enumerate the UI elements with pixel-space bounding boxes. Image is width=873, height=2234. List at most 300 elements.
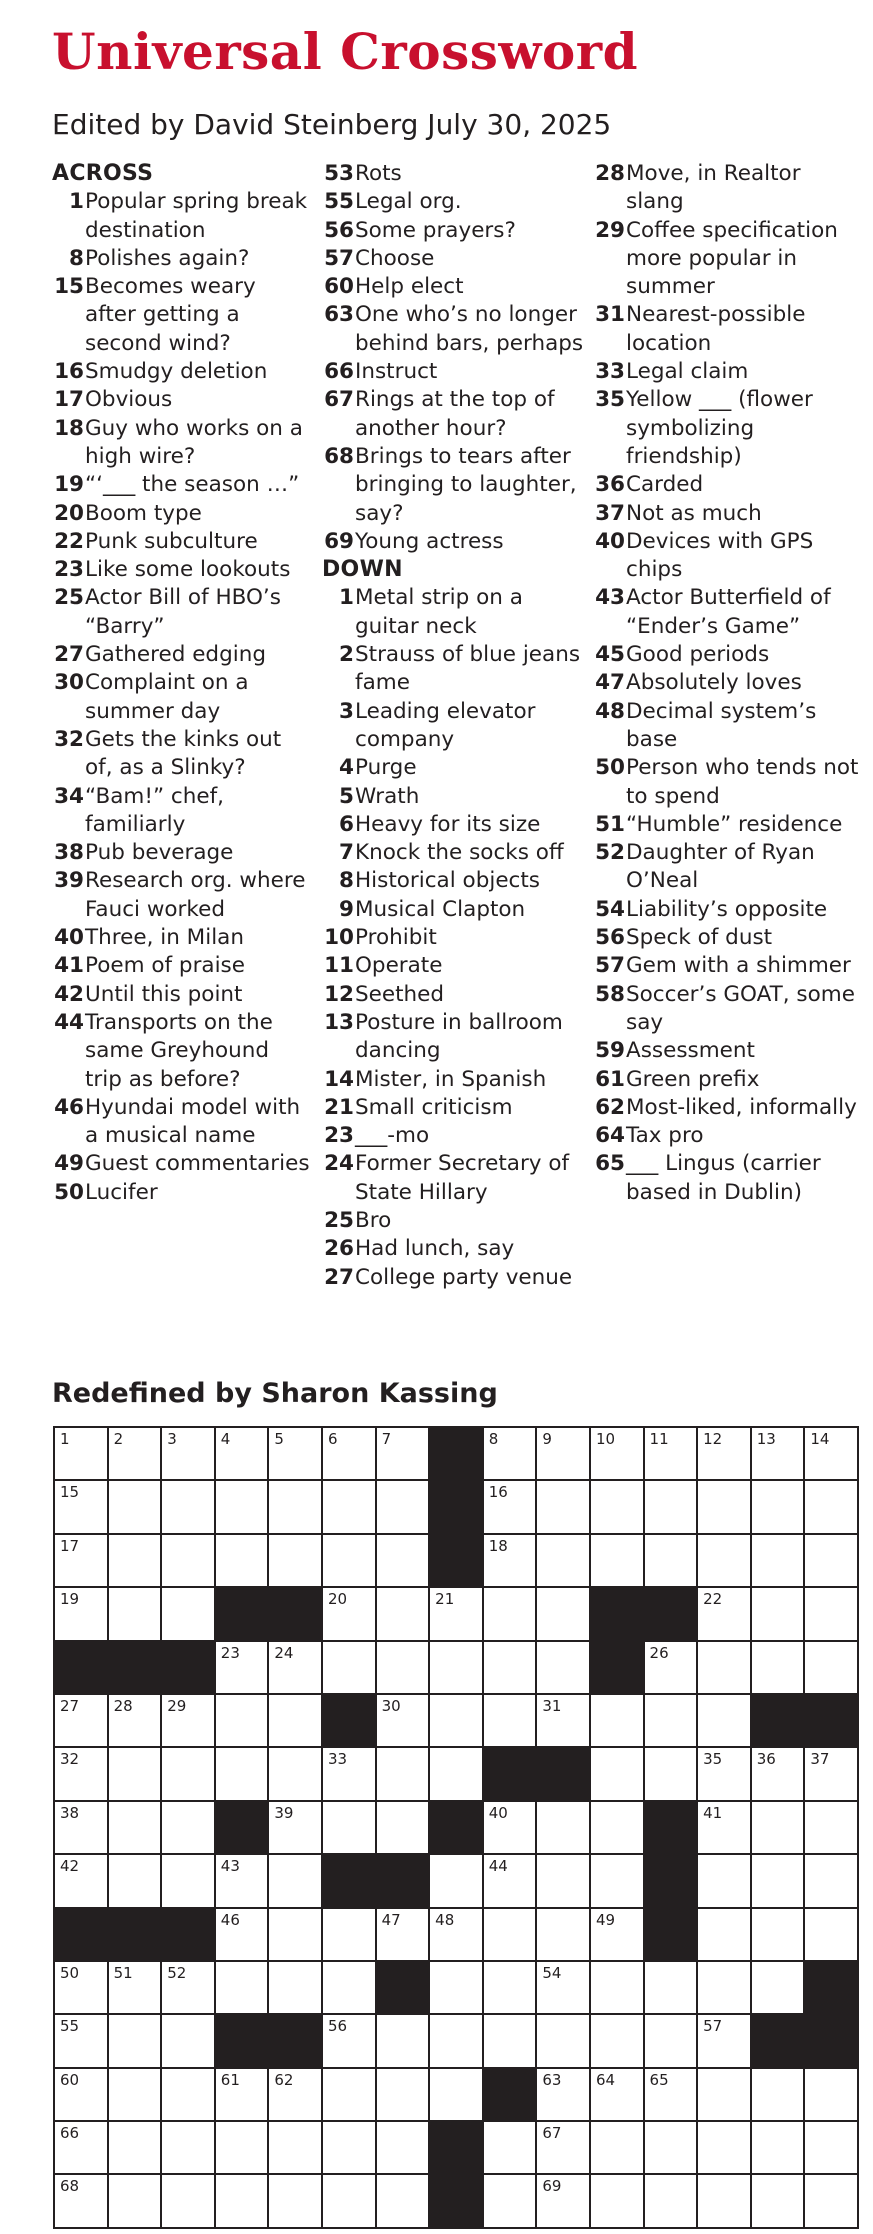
grid-cell[interactable]: [591, 1695, 645, 1748]
grid-cell[interactable]: [216, 1428, 270, 1481]
grid-cell[interactable]: [323, 2175, 377, 2228]
grid-cell[interactable]: [377, 1909, 431, 1962]
grid-cell[interactable]: [484, 1535, 538, 1588]
clue-text: Wrath: [355, 783, 420, 809]
grid-cell[interactable]: [805, 1481, 859, 1534]
grid-block: [323, 1855, 377, 1908]
grid-cell[interactable]: [162, 2069, 216, 2122]
grid-cell[interactable]: [377, 1802, 431, 1855]
grid-cell[interactable]: [162, 1802, 216, 1855]
grid-cell[interactable]: [109, 1481, 163, 1534]
grid-cell[interactable]: [752, 1481, 806, 1534]
cell-number: 4: [220, 1430, 231, 1448]
grid-cell[interactable]: [484, 1909, 538, 1962]
clue-item: [593, 301, 863, 358]
grid-cell[interactable]: [698, 1802, 752, 1855]
grid-cell[interactable]: [109, 1428, 163, 1481]
grid-cell[interactable]: [216, 2122, 270, 2175]
clue-number: 2: [339, 642, 354, 668]
clue-number: 56: [324, 217, 354, 243]
cell-number: 32: [60, 1750, 80, 1769]
clue-item: [322, 641, 590, 698]
grid-cell[interactable]: [269, 2122, 323, 2175]
grid-cell[interactable]: [698, 2175, 752, 2228]
grid-cell[interactable]: [805, 1909, 859, 1962]
cell-number: 42: [60, 1857, 80, 1876]
grid-cell[interactable]: [269, 2069, 323, 2122]
clue-number: 38: [54, 840, 84, 866]
cell-number: 63: [542, 2070, 562, 2089]
grid-cell[interactable]: [698, 1642, 752, 1695]
cell-number: 51: [113, 1963, 133, 1982]
cell-number: 36: [756, 1750, 776, 1769]
grid-cell[interactable]: [484, 1855, 538, 1908]
grid-cell[interactable]: [269, 1642, 323, 1695]
clue-text: Like some lookouts: [85, 557, 291, 583]
grid-cell[interactable]: [323, 1642, 377, 1695]
grid-cell[interactable]: [698, 1962, 752, 2015]
grid-cell[interactable]: [216, 2069, 270, 2122]
grid-cell[interactable]: [805, 2069, 859, 2122]
clue-item: [593, 811, 863, 839]
grid-cell[interactable]: [323, 1909, 377, 1962]
grid-cell[interactable]: [752, 1748, 806, 1801]
grid-cell[interactable]: [109, 1855, 163, 1908]
grid-block: [752, 2015, 806, 2068]
clue-text: Instruct: [355, 359, 438, 385]
grid-cell[interactable]: [269, 2175, 323, 2228]
clue-text: Absolutely loves: [626, 670, 802, 696]
grid-cell[interactable]: [537, 1855, 591, 1908]
grid-cell[interactable]: [537, 1962, 591, 2015]
grid-cell[interactable]: [55, 1428, 109, 1481]
grid-cell[interactable]: [591, 2015, 645, 2068]
grid-cell[interactable]: [752, 2122, 806, 2175]
clue-number: 57: [324, 245, 354, 271]
clue-text: Purge: [355, 755, 417, 781]
grid-cell[interactable]: [216, 1748, 270, 1801]
clue-text: Boom type: [85, 500, 202, 526]
grid-cell[interactable]: [698, 1695, 752, 1748]
grid-cell[interactable]: [698, 2069, 752, 2122]
cell-number: 30: [381, 1696, 401, 1715]
grid-block: [645, 1855, 699, 1908]
clue-number: 53: [324, 161, 354, 186]
grid-cell[interactable]: [805, 1802, 859, 1855]
grid-cell[interactable]: [591, 1748, 645, 1801]
grid-cell[interactable]: [752, 1428, 806, 1481]
grid-cell[interactable]: [484, 1428, 538, 1481]
cell-number: 29: [167, 1696, 187, 1715]
grid-cell[interactable]: [216, 1909, 270, 1962]
clue-text: Carded: [626, 472, 704, 498]
grid-cell[interactable]: [162, 1855, 216, 1908]
grid-cell[interactable]: [484, 1802, 538, 1855]
grid-cell[interactable]: [537, 2175, 591, 2228]
clue-item: [322, 301, 590, 358]
grid-cell[interactable]: [484, 1481, 538, 1534]
cell-number: 5: [274, 1430, 284, 1448]
cell-number: 27: [60, 1696, 80, 1715]
grid-cell[interactable]: [537, 1695, 591, 1748]
grid-block: [805, 1695, 859, 1748]
grid-cell[interactable]: [805, 1535, 859, 1588]
cell-number: 7: [381, 1430, 392, 1448]
grid-cell[interactable]: [323, 1802, 377, 1855]
clue-text: Choose: [355, 245, 435, 271]
cell-number: 31: [542, 1696, 562, 1715]
grid-cell[interactable]: [698, 1909, 752, 1962]
grid-cell[interactable]: [591, 1962, 645, 2015]
grid-cell[interactable]: [216, 1695, 270, 1748]
clue-item: [322, 783, 590, 811]
grid-cell[interactable]: [55, 1588, 109, 1641]
grid-cell[interactable]: [645, 2015, 699, 2068]
grid-cell[interactable]: [109, 1535, 163, 1588]
grid-cell[interactable]: [752, 1909, 806, 1962]
clue-item: [322, 273, 590, 301]
grid-cell[interactable]: [591, 1909, 645, 1962]
grid-cell[interactable]: [162, 1695, 216, 1748]
grid-cell[interactable]: [805, 1642, 859, 1695]
clue-item: [593, 698, 863, 755]
grid-cell[interactable]: [484, 2175, 538, 2228]
grid-cell[interactable]: [645, 2175, 699, 2228]
grid-cell[interactable]: [484, 1588, 538, 1641]
grid-cell[interactable]: [537, 1428, 591, 1481]
grid-cell[interactable]: [162, 1748, 216, 1801]
grid-cell[interactable]: [698, 1428, 752, 1481]
grid-cell[interactable]: [591, 1535, 645, 1588]
clue-number: 44: [54, 1009, 84, 1035]
cell-number: 2: [113, 1430, 124, 1448]
grid-cell[interactable]: [269, 1695, 323, 1748]
grid-cell[interactable]: [377, 1695, 431, 1748]
grid-cell[interactable]: [109, 2015, 163, 2068]
grid-cell[interactable]: [805, 1855, 859, 1908]
clue-text: Gets the kinks out of, as a Slinky?: [85, 726, 282, 781]
clue-number: 65: [595, 1151, 625, 1177]
clue-item: [593, 641, 863, 669]
clue-number: 55: [324, 189, 354, 215]
grid-cell[interactable]: [162, 1428, 216, 1481]
clue-text: Popular spring break destination: [85, 189, 308, 243]
cell-number: 6: [327, 1430, 338, 1448]
grid-cell[interactable]: [645, 2122, 699, 2175]
grid-block: [430, 1802, 484, 1855]
grid-cell[interactable]: [55, 1535, 109, 1588]
clue-text: Hyundai model with a musical name: [85, 1094, 301, 1149]
cell-number: 24: [274, 1643, 294, 1662]
clue-text: Until this point: [85, 981, 243, 1007]
crossword-grid: [53, 1426, 859, 2229]
grid-cell[interactable]: [162, 2122, 216, 2175]
grid-cell[interactable]: [55, 1748, 109, 1801]
grid-cell[interactable]: [109, 1588, 163, 1641]
clue-text: Good periods: [626, 642, 770, 668]
clue-item: [52, 584, 312, 641]
grid-cell[interactable]: [537, 1481, 591, 1534]
grid-cell[interactable]: [591, 1802, 645, 1855]
grid-cell[interactable]: [537, 2122, 591, 2175]
grid-cell[interactable]: [269, 1962, 323, 2015]
grid-cell[interactable]: [645, 1428, 699, 1481]
grid-cell[interactable]: [430, 1909, 484, 1962]
grid-block: [55, 1642, 109, 1695]
cell-number: 48: [435, 1910, 455, 1929]
grid-cell[interactable]: [805, 2175, 859, 2228]
clue-text: Devices with GPS chips: [626, 528, 814, 583]
clue-number: 11: [324, 953, 354, 979]
grid-cell[interactable]: [109, 1962, 163, 2015]
cell-number: 44: [488, 1857, 508, 1876]
grid-cell[interactable]: [430, 1962, 484, 2015]
grid-cell[interactable]: [323, 1588, 377, 1641]
grid-cell[interactable]: [752, 1855, 806, 1908]
grid-cell[interactable]: [805, 1748, 859, 1801]
grid-cell[interactable]: [430, 1588, 484, 1641]
grid-cell[interactable]: [537, 1642, 591, 1695]
grid-cell[interactable]: [752, 1642, 806, 1695]
grid-cell[interactable]: [323, 1748, 377, 1801]
grid-cell[interactable]: [269, 1535, 323, 1588]
clue-number: 33: [595, 359, 625, 385]
clue-text: Yellow ___ (flower symbolizing friendship): [626, 387, 813, 469]
grid-cell[interactable]: [377, 1481, 431, 1534]
grid-cell[interactable]: [430, 1855, 484, 1908]
grid-cell[interactable]: [323, 1428, 377, 1481]
grid-block: [484, 1748, 538, 1801]
grid-cell[interactable]: [269, 1428, 323, 1481]
cell-number: 52: [167, 1963, 187, 1982]
grid-block: [55, 1909, 109, 1962]
clue-number: 28: [595, 161, 625, 186]
grid-cell[interactable]: [591, 2175, 645, 2228]
grid-cell[interactable]: [323, 1535, 377, 1588]
clue-item: [52, 471, 312, 499]
grid-cell[interactable]: [162, 1962, 216, 2015]
grid-cell[interactable]: [162, 2175, 216, 2228]
clue-item: [593, 471, 863, 499]
grid-cell[interactable]: [430, 1748, 484, 1801]
grid-cell[interactable]: [109, 2175, 163, 2228]
grid-cell[interactable]: [377, 2175, 431, 2228]
grid-cell[interactable]: [591, 2122, 645, 2175]
clue-text: Coffee specification more popular in summer: [626, 217, 838, 300]
clue-text: Nearest-possible location: [626, 302, 806, 356]
grid-cell[interactable]: [377, 1428, 431, 1481]
grid-cell[interactable]: [805, 1428, 859, 1481]
grid-cell[interactable]: [109, 2122, 163, 2175]
cell-number: 57: [703, 2017, 723, 2036]
grid-cell[interactable]: [484, 2122, 538, 2175]
clue-text: Strauss of blue jeans fame: [355, 642, 581, 696]
clue-number: 23: [54, 557, 84, 583]
grid-cell[interactable]: [698, 1748, 752, 1801]
grid-cell[interactable]: [645, 1748, 699, 1801]
grid-cell[interactable]: [645, 1695, 699, 1748]
clue-item: [322, 584, 590, 641]
clue-item: [593, 358, 863, 386]
grid-block: [323, 1695, 377, 1748]
clue-item: [52, 669, 312, 726]
clue-text: Guest commentaries: [85, 1151, 310, 1177]
grid-cell[interactable]: [430, 1642, 484, 1695]
grid-block: [216, 2015, 270, 2068]
clue-text: Leading elevator company: [355, 698, 536, 752]
grid-cell[interactable]: [377, 1642, 431, 1695]
grid-cell[interactable]: [323, 2069, 377, 2122]
clue-item: [593, 924, 863, 952]
grid-cell[interactable]: [537, 2069, 591, 2122]
grid-cell[interactable]: [377, 1588, 431, 1641]
grid-cell[interactable]: [269, 1748, 323, 1801]
cell-number: 47: [381, 1910, 401, 1929]
clue-item: [593, 981, 863, 1038]
cell-number: 46: [220, 1910, 240, 1929]
grid-cell[interactable]: [216, 1642, 270, 1695]
clue-item: [322, 896, 590, 924]
clue-number: 1: [69, 189, 84, 215]
grid-cell[interactable]: [216, 1855, 270, 1908]
grid-cell[interactable]: [698, 1855, 752, 1908]
grid-cell[interactable]: [55, 1855, 109, 1908]
grid-cell[interactable]: [430, 1695, 484, 1748]
grid-cell[interactable]: [805, 1588, 859, 1641]
grid-cell[interactable]: [484, 1642, 538, 1695]
grid-cell[interactable]: [537, 1802, 591, 1855]
grid-cell[interactable]: [162, 1535, 216, 1588]
grid-cell[interactable]: [377, 2015, 431, 2068]
grid-cell[interactable]: [698, 1588, 752, 1641]
grid-cell[interactable]: [323, 2015, 377, 2068]
grid-cell[interactable]: [752, 2069, 806, 2122]
cell-number: 68: [60, 2177, 80, 2196]
clue-text: Historical objects: [355, 868, 540, 894]
grid-cell[interactable]: [591, 1855, 645, 1908]
grid-cell[interactable]: [752, 1535, 806, 1588]
grid-cell[interactable]: [752, 2175, 806, 2228]
grid-cell[interactable]: [377, 2069, 431, 2122]
clue-number: 27: [324, 1264, 354, 1290]
grid-cell[interactable]: [162, 1481, 216, 1534]
grid-cell[interactable]: [55, 1962, 109, 2015]
clue-item: [52, 641, 312, 669]
grid-cell[interactable]: [645, 1481, 699, 1534]
grid-cell[interactable]: [752, 1802, 806, 1855]
grid-cell[interactable]: [377, 1748, 431, 1801]
grid-cell[interactable]: [109, 2069, 163, 2122]
grid-cell[interactable]: [55, 1695, 109, 1748]
grid-cell[interactable]: [698, 2015, 752, 2068]
grid-cell[interactable]: [484, 1695, 538, 1748]
grid-cell[interactable]: [537, 1909, 591, 1962]
clue-number: 31: [595, 302, 625, 328]
grid-cell[interactable]: [216, 1481, 270, 1534]
grid-cell[interactable]: [805, 2122, 859, 2175]
grid-cell[interactable]: [109, 1802, 163, 1855]
section-heading: ACROSS: [52, 161, 154, 186]
cell-number: 18: [488, 1536, 508, 1555]
grid-cell[interactable]: [645, 1962, 699, 2015]
clue-text: Legal org.: [355, 189, 462, 215]
grid-cell[interactable]: [645, 2069, 699, 2122]
grid-cell[interactable]: [162, 2015, 216, 2068]
clue-number: 67: [324, 387, 354, 413]
clue-number: 47: [595, 670, 625, 696]
grid-cell[interactable]: [752, 1588, 806, 1641]
grid-cell[interactable]: [377, 2122, 431, 2175]
grid-cell[interactable]: [698, 2122, 752, 2175]
clue-item: [52, 839, 312, 867]
grid-cell[interactable]: [752, 1962, 806, 2015]
grid-cell[interactable]: [430, 2015, 484, 2068]
clue-number: 14: [324, 1066, 354, 1092]
clue-number: 7: [339, 840, 354, 866]
grid-cell[interactable]: [591, 1481, 645, 1534]
grid-cell[interactable]: [323, 1481, 377, 1534]
grid-cell[interactable]: [109, 1748, 163, 1801]
grid-cell[interactable]: [216, 2175, 270, 2228]
grid-cell[interactable]: [537, 2015, 591, 2068]
clue-text: Move, in Realtor slang: [626, 161, 801, 215]
grid-cell[interactable]: [698, 1481, 752, 1534]
clue-number: 35: [595, 387, 625, 413]
grid-cell[interactable]: [377, 1535, 431, 1588]
grid-cell[interactable]: [55, 2069, 109, 2122]
grid-cell[interactable]: [484, 1962, 538, 2015]
clue-text: Pub beverage: [85, 840, 234, 866]
grid-cell[interactable]: [55, 2015, 109, 2068]
clue-text: One who’s no longer behind bars, perhaps: [355, 302, 584, 356]
clue-text: Former Secretary of State Hillary: [355, 1151, 570, 1205]
cell-number: 33: [327, 1750, 348, 1769]
grid-cell[interactable]: [645, 1535, 699, 1588]
grid-cell[interactable]: [645, 1642, 699, 1695]
grid-cell[interactable]: [162, 1588, 216, 1641]
grid-cell[interactable]: [216, 1962, 270, 2015]
grid-cell[interactable]: [323, 2122, 377, 2175]
grid-cell[interactable]: [55, 2122, 109, 2175]
grid-cell[interactable]: [430, 2069, 484, 2122]
grid-cell[interactable]: [537, 1535, 591, 1588]
grid-cell[interactable]: [484, 2015, 538, 2068]
grid-cell[interactable]: [323, 1962, 377, 2015]
grid-cell[interactable]: [698, 1535, 752, 1588]
grid-cell[interactable]: [591, 1428, 645, 1481]
grid-cell[interactable]: [269, 1909, 323, 1962]
grid-cell[interactable]: [55, 1481, 109, 1534]
grid-block: [377, 1962, 431, 2015]
clue-column-2: [322, 160, 590, 1292]
grid-cell[interactable]: [269, 1802, 323, 1855]
cell-number: 40: [488, 1803, 508, 1822]
grid-cell[interactable]: [55, 1802, 109, 1855]
grid-cell[interactable]: [591, 2069, 645, 2122]
grid-block: [805, 2015, 859, 2068]
grid-cell[interactable]: [216, 1535, 270, 1588]
grid-cell[interactable]: [269, 1855, 323, 1908]
grid-cell[interactable]: [537, 1588, 591, 1641]
cell-number: 19: [60, 1590, 80, 1609]
clue-text: Not as much: [626, 500, 762, 526]
grid-cell[interactable]: [55, 2175, 109, 2228]
grid-cell[interactable]: [109, 1695, 163, 1748]
clue-item: [322, 358, 590, 386]
clue-number: 60: [324, 274, 354, 300]
grid-cell[interactable]: [269, 1481, 323, 1534]
clue-number: 42: [54, 981, 84, 1007]
